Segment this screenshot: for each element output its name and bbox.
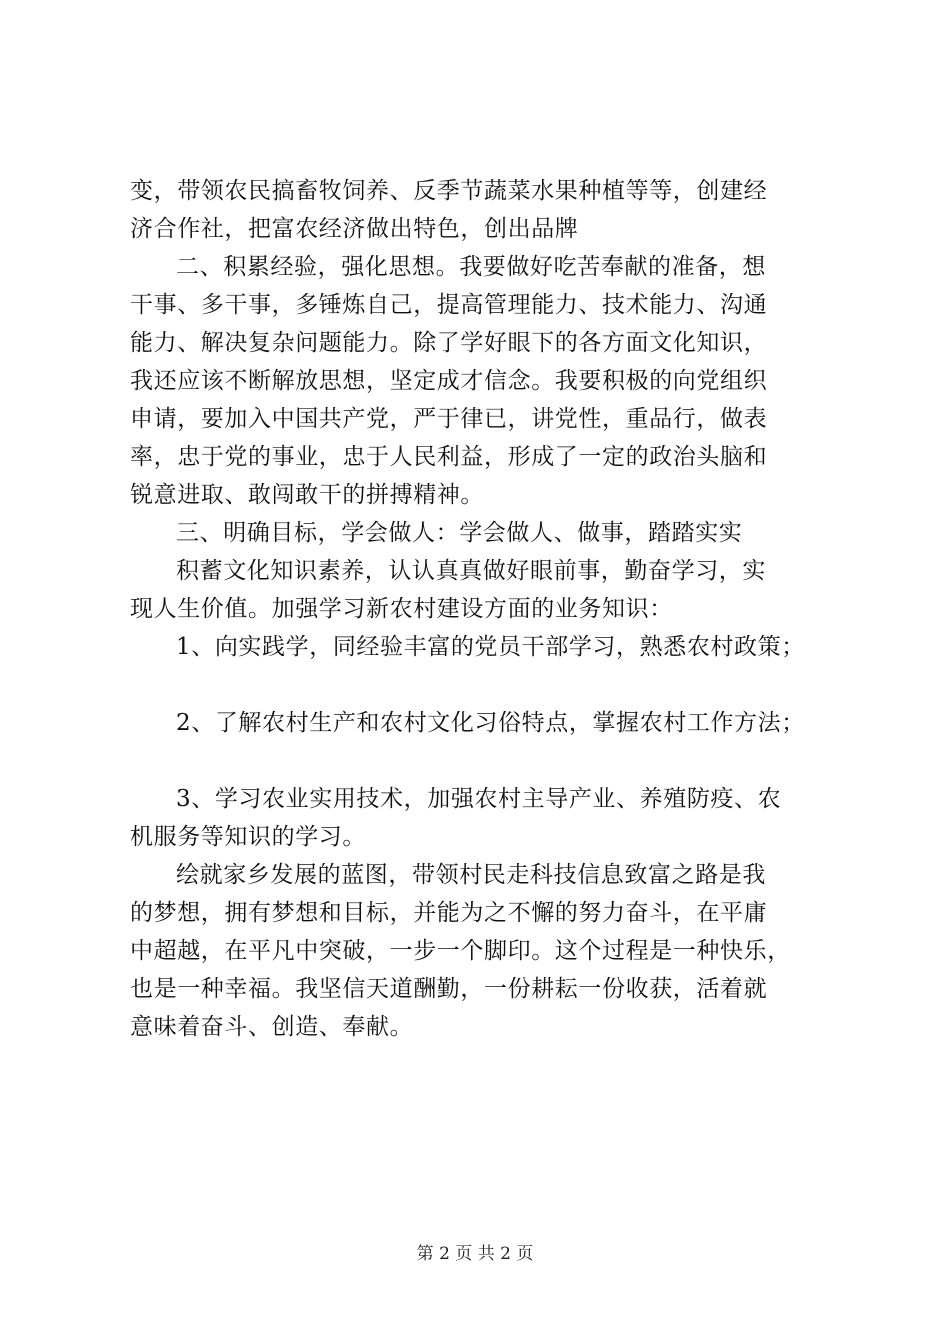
text-line: 济合作社，把富农经济做出特色，创出品牌 [130,216,579,242]
text-line: 意味着奋斗、创造、奉献。 [130,1014,414,1040]
text-line: 机服务等知识的学习。 [130,824,366,850]
blank-line [130,666,850,704]
page-number-footer: 第 2 页 共 2 页 [416,1244,534,1264]
text-line: 现人生价值。加强学习新农村建设方面的业务知识： [130,596,673,622]
text-line: 干事、多干事，多锤炼自己，提高管理能力、技术能力、沟通 [130,292,768,318]
text-line: 变，带领农民搞畜牧饲养、反季节蔬菜水果种植等等，创建经 [130,178,768,204]
text-line: 积蓄文化知识素养，认认真真做好眼前事，勤奋学习，实 [176,558,766,584]
text-line: 能力、解决复杂问题能力。除了学好眼下的各方面文化知识， [130,330,768,356]
text-line: 申请，要加入中国共产党，严于律已，讲党性，重品行，做表 [130,406,768,432]
document-body [130,172,850,1046]
blank-line [130,742,850,780]
list-item-2: 2、了解农村生产和农村文化习俗特点，掌握农村工作方法； [176,710,805,736]
text-line: 率，忠于党的事业，忠于人民利益，形成了一定的政治头脑和 [130,444,768,470]
closing-paragraph-line: 绘就家乡发展的蓝图，带领村民走科技信息致富之路是我 [176,862,766,888]
list-item-1: 1、向实践学，同经验丰富的党员干部学习，熟悉农村政策； [176,634,805,660]
text-line: 也是一种幸福。我坚信天道酬勤，一份耕耘一份收获，活着就 [130,976,768,1002]
section-two-heading-line: 二、积累经验，强化思想。我要做好吃苦奉献的准备，想 [176,254,766,280]
list-item-3: 3、学习农业实用技术，加强农村主导产业、养殖防疫、农 [176,786,782,812]
text-line: 锐意进取、敢闯敢干的拼搏精神。 [130,482,484,508]
text-line: 我还应该不断解放思想，坚定成才信念。我要积极的向党组织 [130,368,768,394]
section-three-heading-line: 三、明确目标，学会做人：学会做人、做事，踏踏实实 [176,520,743,546]
text-line: 中超越，在平凡中突破，一步一个脚印。这个过程是一种快乐， [130,938,791,964]
text-line: 的梦想，拥有梦想和目标，并能为之不懈的努力奋斗，在平庸 [130,900,768,926]
